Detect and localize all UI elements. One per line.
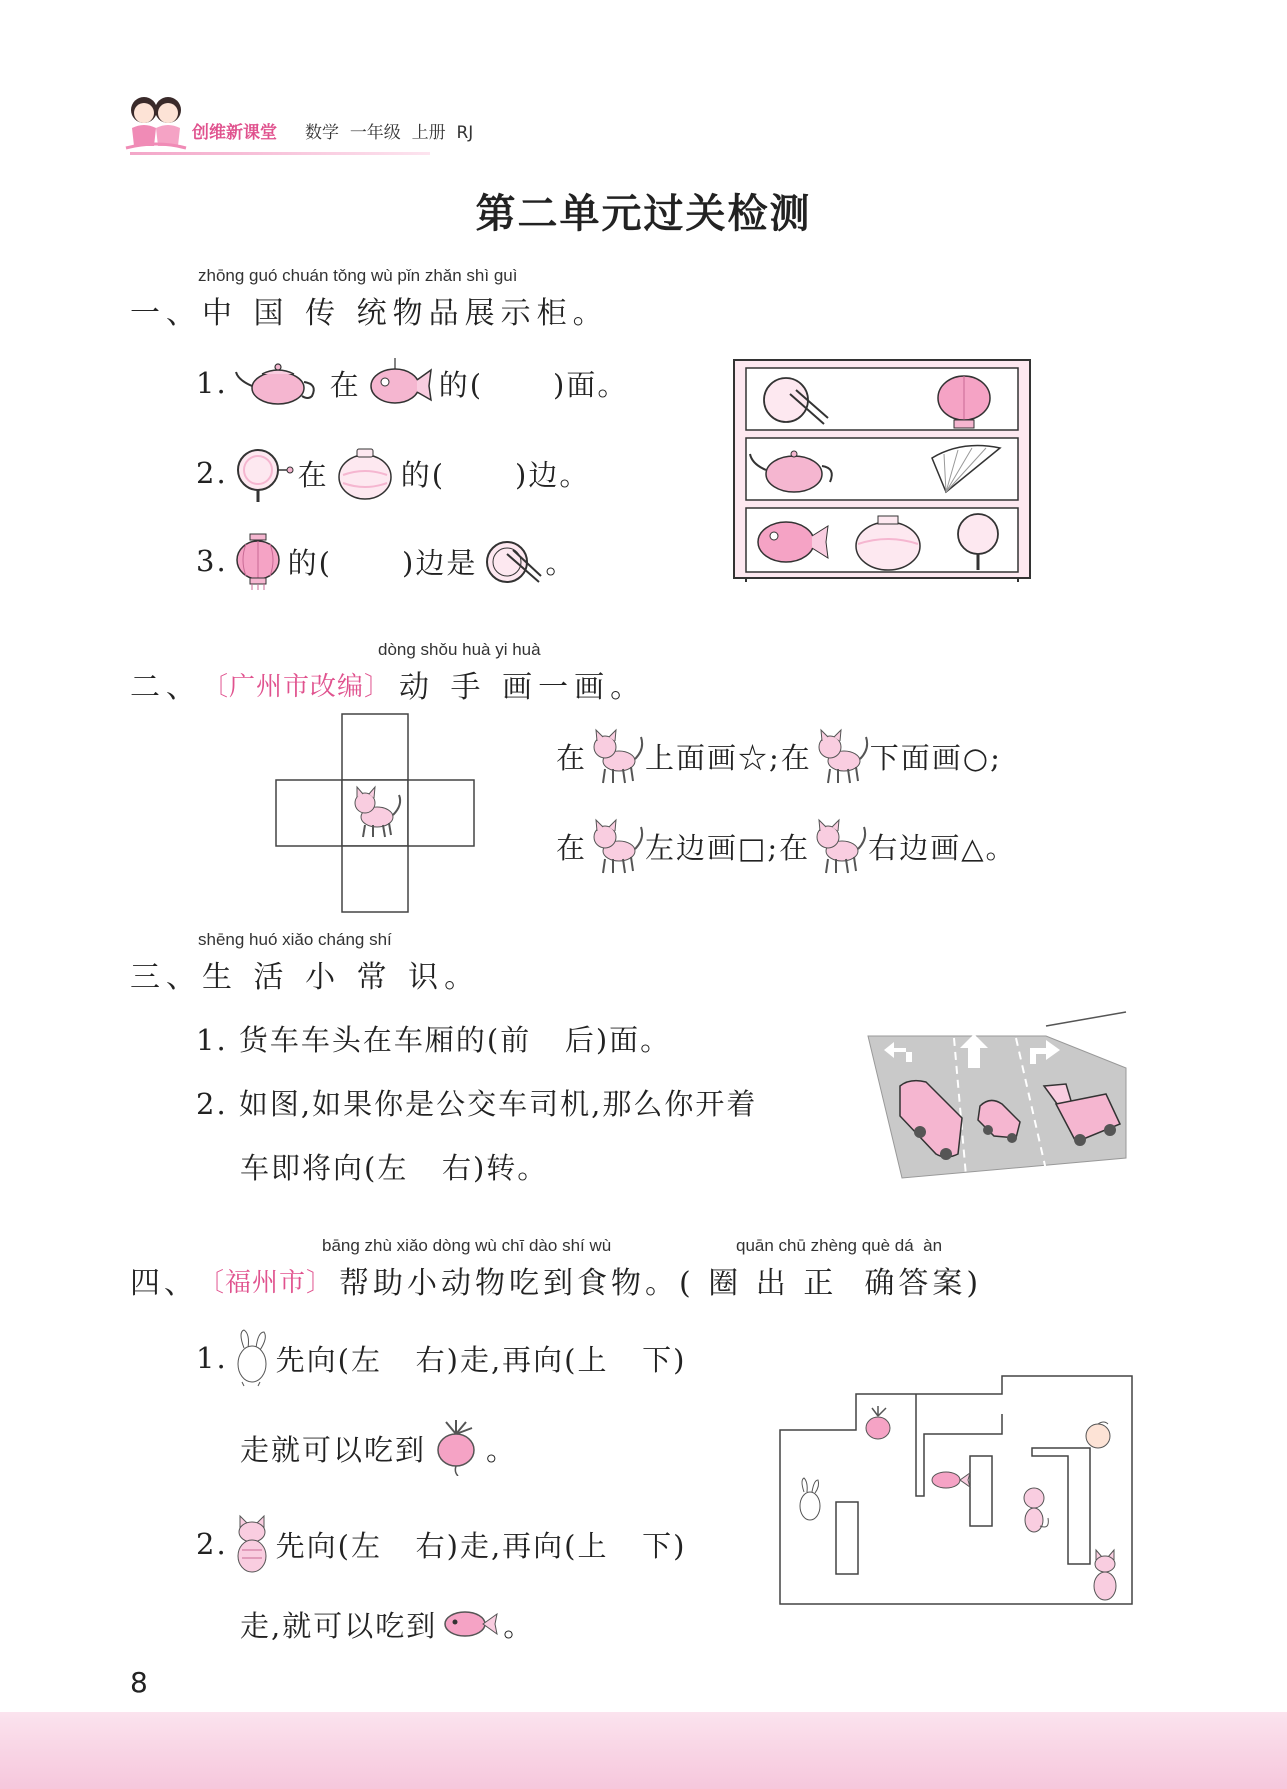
s4-q2-text-c: 。 [503, 1608, 535, 1643]
section2-source: 〔广州市改编〕 [202, 671, 392, 702]
section4-pinyin-2: quān chū zhèng què dá àn [736, 1236, 943, 1255]
header-edition: RJ [456, 123, 474, 143]
page-title: 第二单元过关检测 [475, 191, 812, 237]
cat-icon [812, 727, 870, 785]
s4-question-2b [240, 1596, 534, 1652]
section2-heading [130, 662, 646, 706]
section2-pinyin: dòng shǒu huà yi huà [378, 640, 541, 659]
fish-icon [443, 1604, 499, 1644]
s1-question-3 [196, 536, 576, 586]
s1-q3-word2: )边是 [402, 545, 478, 580]
header-grade: 一年级 [349, 123, 401, 143]
vase-icon [335, 445, 395, 501]
section2-title: 动 手 画一画。 [399, 670, 647, 705]
s1-q1-number: 1. [196, 366, 228, 400]
rabbit-icon [232, 1328, 272, 1388]
s2-instruction-1 [556, 728, 1002, 784]
header-volume: 上册 [411, 123, 446, 143]
header-course [305, 118, 473, 143]
header-logo [124, 88, 188, 156]
s1-q2-number: 2. [196, 456, 228, 490]
s1-q1-word3: )面。 [553, 367, 629, 402]
s1-q1-word2: 的( [438, 367, 484, 402]
s1-question-1 [196, 358, 628, 408]
fish-toy-icon [365, 358, 435, 408]
s3-question-1: 1. 货车车头在车厢的(前 后)面。 [196, 1023, 672, 1057]
s1-q2-word2: 的( [400, 457, 446, 492]
section1-label: 一、 [130, 296, 202, 331]
section3-title: 生 活 小 常 识。 [202, 960, 481, 995]
s2-l2-b: 左边画□;在 [645, 830, 811, 865]
drum-icon [483, 536, 543, 586]
s2-l2-c: 右边画△。 [868, 830, 1017, 865]
header-rule [130, 152, 430, 155]
kids-logo-icon [124, 88, 188, 156]
display-cabinet-illustration [732, 358, 1032, 582]
s2-l2-a: 在 [556, 830, 588, 865]
section4-heading [130, 1258, 982, 1302]
page-number: 8 [130, 1666, 148, 1699]
section1-pinyin: zhōng guó chuán tǒng wù pǐn zhǎn shì guì [198, 266, 518, 285]
grid-cell-left [276, 780, 342, 846]
section3-heading [130, 952, 480, 996]
s1-question-2 [196, 448, 590, 498]
section3-label: 三、 [130, 960, 202, 995]
lantern-icon [234, 532, 282, 590]
s3-question-2b: 车即将向(左 右)转。 [240, 1151, 549, 1185]
maze-illustration [778, 1374, 1134, 1606]
cross-grid [275, 713, 477, 915]
hand-drum-icon [232, 444, 294, 502]
section4-source: 〔福州市〕 [198, 1267, 334, 1298]
section1-heading [130, 288, 609, 332]
grid-cell-top [342, 714, 408, 780]
section2-label: 二、 [130, 670, 202, 705]
section4-pinyin-1: bāng zhù xiǎo dòng wù chī dào shí wù [322, 1236, 612, 1255]
cat-icon [587, 727, 645, 785]
header-brand: 创维新课堂 [192, 123, 277, 143]
road-illustration [866, 1008, 1128, 1184]
header-subject: 数学 [305, 123, 339, 143]
s1-q1-word1: 在 [329, 367, 361, 402]
s1-q2-word3: )边。 [515, 457, 591, 492]
teapot-icon [232, 358, 324, 408]
s4-q2-number: 2. [196, 1527, 228, 1561]
s1-q2-word1: 在 [297, 457, 329, 492]
s2-l1-c: 下面画○; [869, 740, 1002, 775]
kitten-icon [232, 1514, 272, 1574]
s4-question-1b [240, 1420, 517, 1476]
s4-q1-text-c: 。 [486, 1432, 518, 1467]
s4-q2-text-b: 走,就可以吃到 [240, 1608, 438, 1643]
s2-l1-a: 在 [556, 740, 588, 775]
s2-l1-b: 上面画☆;在 [645, 740, 812, 775]
s4-q1-text-b: 走就可以吃到 [240, 1432, 427, 1467]
s1-q3-number: 3. [196, 544, 228, 578]
s1-q3-word3: 。 [545, 545, 577, 580]
s3-question-2a: 2. 如图,如果你是公交车司机,那么你开着 [196, 1087, 758, 1121]
s4-q2-text-a: 先向(左 右)走,再向(上 下) [275, 1528, 687, 1563]
section4-title: 帮助小动物吃到食物。( 圈 出 正 确答案) [339, 1266, 983, 1301]
s4-question-2a [196, 1514, 686, 1574]
section1-title: 中 国 传 统物品展示柜。 [202, 296, 609, 331]
grid-cell-bottom [342, 846, 408, 912]
cat-icon [810, 817, 868, 875]
grid-cell-right [408, 780, 474, 846]
footer-band [0, 1712, 1287, 1789]
s4-q1-text-a: 先向(左 右)走,再向(上 下) [275, 1342, 687, 1377]
cat-icon [587, 817, 645, 875]
radish-icon [432, 1420, 482, 1476]
section3-pinyin: shēng huó xiǎo cháng shí [198, 930, 392, 949]
s2-instruction-2 [556, 818, 1017, 874]
s4-question-1a [196, 1328, 686, 1388]
s1-q3-word1: 的( [287, 545, 332, 580]
section4-label: 四、 [130, 1266, 198, 1301]
s4-q1-number: 1. [196, 1341, 228, 1375]
